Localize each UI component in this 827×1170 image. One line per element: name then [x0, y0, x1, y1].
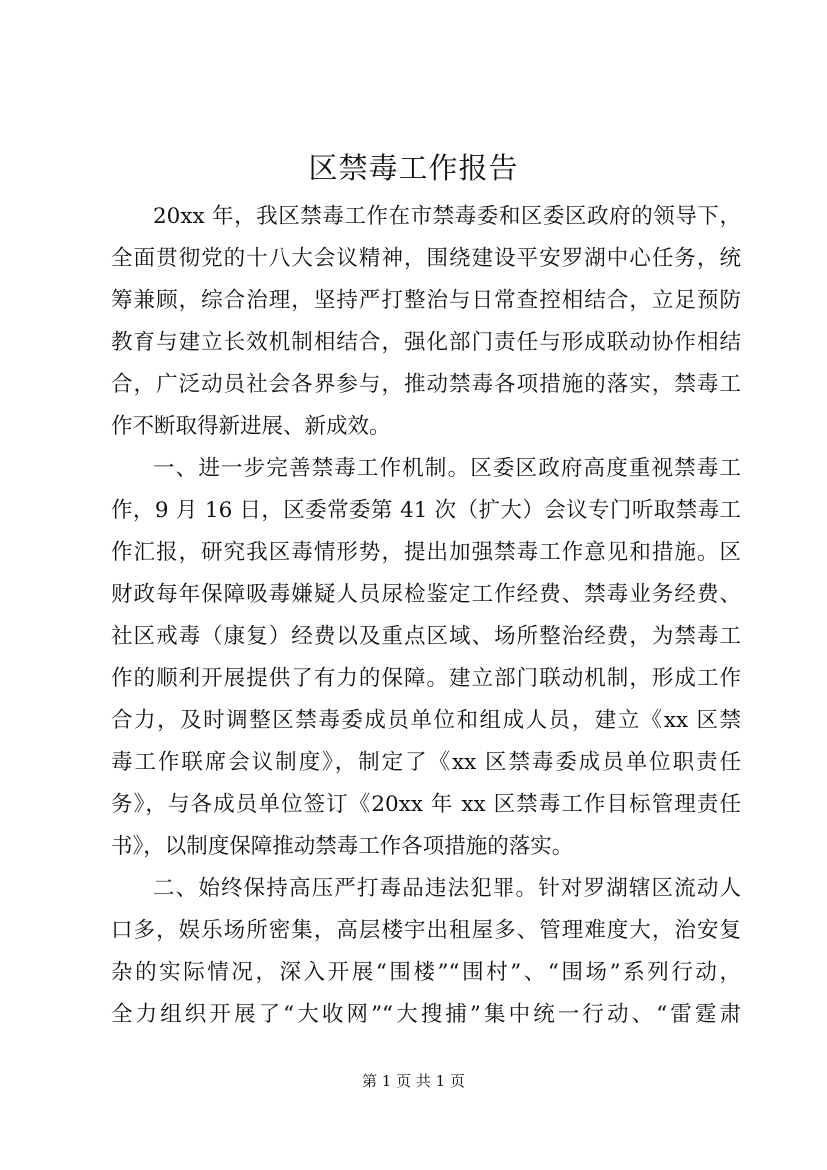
- document-title: 区禁毒工作报告: [308, 151, 519, 185]
- paragraph-2-line-2: 作，9 月 16 日，区委常委第 41 次（扩大）会议专门听取禁毒工: [111, 498, 741, 523]
- paragraph-3-line-1: 二、始终保持高压严打毒品违法犯罪。针对罗湖辖区流动人: [153, 876, 741, 901]
- paragraph-2-line-10: 书》，以制度保障推动禁毒工作各项措施的落实。: [111, 834, 574, 859]
- paragraph-1-line-2: 全面贯彻党的十八大会议精神，围绕建设平安罗湖中心任务，统: [111, 246, 741, 271]
- paragraph-2-line-9: 务》，与各成员单位签订《20xx 年 xx 区禁毒工作目标管理责任: [111, 792, 741, 817]
- page-footer: 第 1 页 共 1 页: [362, 1072, 465, 1090]
- paragraph-1-line-4: 教育与建立长效机制相结合，强化部门责任与形成联动协作相结: [111, 330, 741, 355]
- paragraph-2-line-6: 作的顺利开展提供了有力的保障。建立部门联动机制，形成工作: [111, 666, 741, 691]
- paragraph-2-line-3: 作汇报，研究我区毒情形势，提出加强禁毒工作意见和措施。区: [111, 540, 741, 565]
- paragraph-1-line-5: 合，广泛动员社会各界参与，推动禁毒各项措施的落实，禁毒工: [111, 372, 741, 397]
- paragraph-1-line-6: 作不断取得新进展、新成效。: [111, 414, 391, 439]
- paragraph-3-line-2: 口多，娱乐场所密集，高层楼宇出租屋多、管理难度大，治安复: [111, 918, 741, 943]
- paragraph-3-line-4: 全力组织开展了“大收网”“大搜捕”集中统一行动、“雷霆肃: [111, 1002, 741, 1027]
- paragraph-1-line-3: 筹兼顾，综合治理，坚持严打整治与日常查控相结合，立足预防: [111, 288, 741, 313]
- paragraph-2-line-7: 合力，及时调整区禁毒委成员单位和组成人员，建立《xx 区禁: [111, 708, 741, 733]
- paragraph-2-line-4: 财政每年保障吸毒嫌疑人员尿检鉴定工作经费、禁毒业务经费、: [111, 582, 741, 607]
- paragraph-2-line-8: 毒工作联席会议制度》，制定了《xx 区禁毒委成员单位职责任: [111, 750, 741, 775]
- paragraph-3-line-3: 杂的实际情况，深入开展“围楼”“围村”、“围场”系列行动，: [111, 960, 741, 985]
- paragraph-1-line-1: 20xx 年，我区禁毒工作在市禁毒委和区委区政府的领导下，: [153, 204, 741, 229]
- paragraph-2-line-1: 一、进一步完善禁毒工作机制。区委区政府高度重视禁毒工: [153, 456, 741, 481]
- paragraph-2-line-5: 社区戒毒（康复）经费以及重点区域、场所整治经费，为禁毒工: [111, 624, 741, 649]
